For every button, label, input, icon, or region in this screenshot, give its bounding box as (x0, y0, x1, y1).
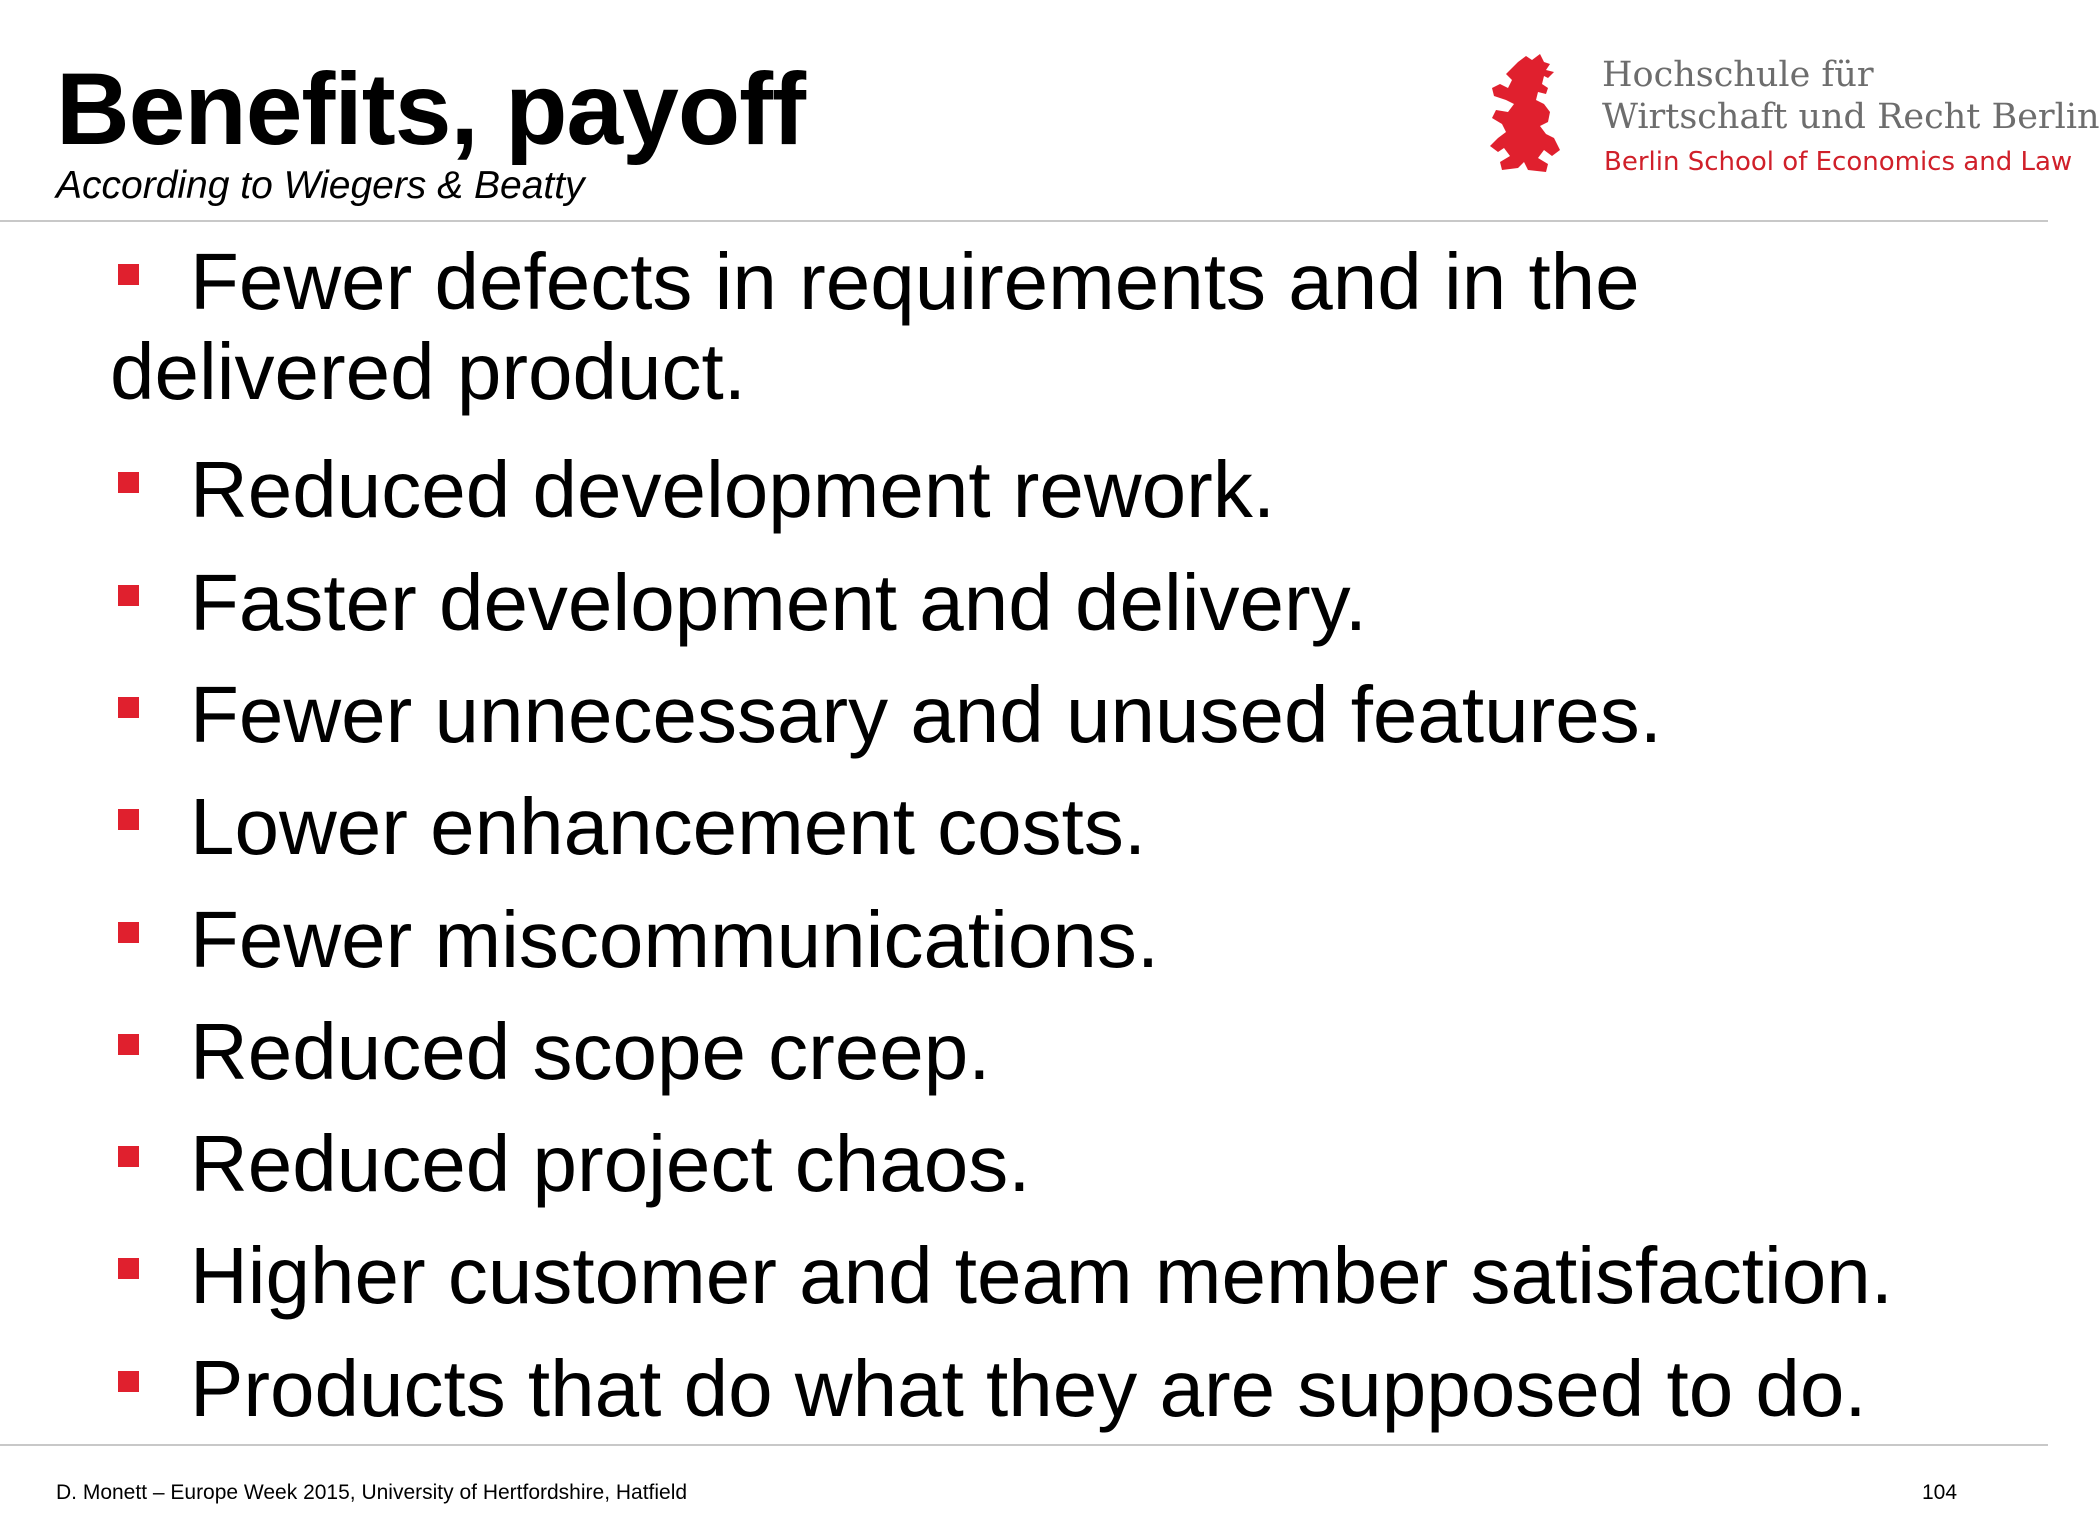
bullet-marker (118, 1258, 139, 1279)
bullet-text: Fewer miscommunications. (190, 895, 1160, 984)
logo-line-wirtschaft: Wirtschaft und Recht Berlin (1602, 97, 2100, 137)
logo-line-english: Berlin School of Economics and Law (1604, 147, 2073, 177)
bullet-text-continuation: delivered product. (110, 327, 746, 416)
bullet-text: Faster development and delivery. (190, 558, 1367, 647)
bullet-text: Reduced scope creep. (190, 1007, 991, 1096)
list-item (0, 558, 2048, 653)
bullet-marker (118, 1146, 139, 1167)
list-item (0, 1344, 2048, 1439)
list-item (0, 670, 2048, 765)
bullet-text: Products that do what they are supposed to do. (190, 1344, 1867, 1433)
bullet-marker (118, 264, 139, 285)
bullet-text: Reduced development rework. (190, 445, 1276, 534)
logo-line-hochschule: Hochschule für (1602, 55, 1874, 95)
footer-divider (0, 1444, 2048, 1446)
list-item (0, 1007, 2048, 1102)
bullet-text: Fewer unnecessary and unused features. (190, 670, 1662, 759)
bullet-marker (118, 585, 139, 606)
bullet-marker (118, 1371, 139, 1392)
bullet-text: Reduced project chaos. (190, 1119, 1031, 1208)
bullet-marker (118, 697, 139, 718)
bullet-text: Fewer defects in requirements and in the (190, 237, 1640, 326)
list-item (0, 1119, 2048, 1214)
bullet-marker (118, 809, 139, 830)
bullet-marker (118, 472, 139, 493)
list-item (0, 445, 2048, 540)
list-item-continuation (0, 327, 2048, 422)
slide-title: Benefits, payoff (56, 52, 806, 166)
bullet-text: Higher customer and team member satisfaction. (190, 1231, 1893, 1320)
list-item (0, 237, 2048, 332)
bullet-marker (118, 922, 139, 943)
list-item (0, 782, 2048, 877)
page-number: 104 (1922, 1481, 1958, 1504)
list-item (0, 1231, 2048, 1326)
list-item (0, 895, 2048, 990)
bullet-marker (118, 1034, 139, 1055)
bullet-text: Lower enhancement costs. (190, 782, 1147, 871)
footer-credit: D. Monett – Europe Week 2015, University of Hertfordshire, Hatfield (56, 1481, 688, 1504)
slide-subtitle: According to Wiegers & Beatty (56, 164, 585, 207)
